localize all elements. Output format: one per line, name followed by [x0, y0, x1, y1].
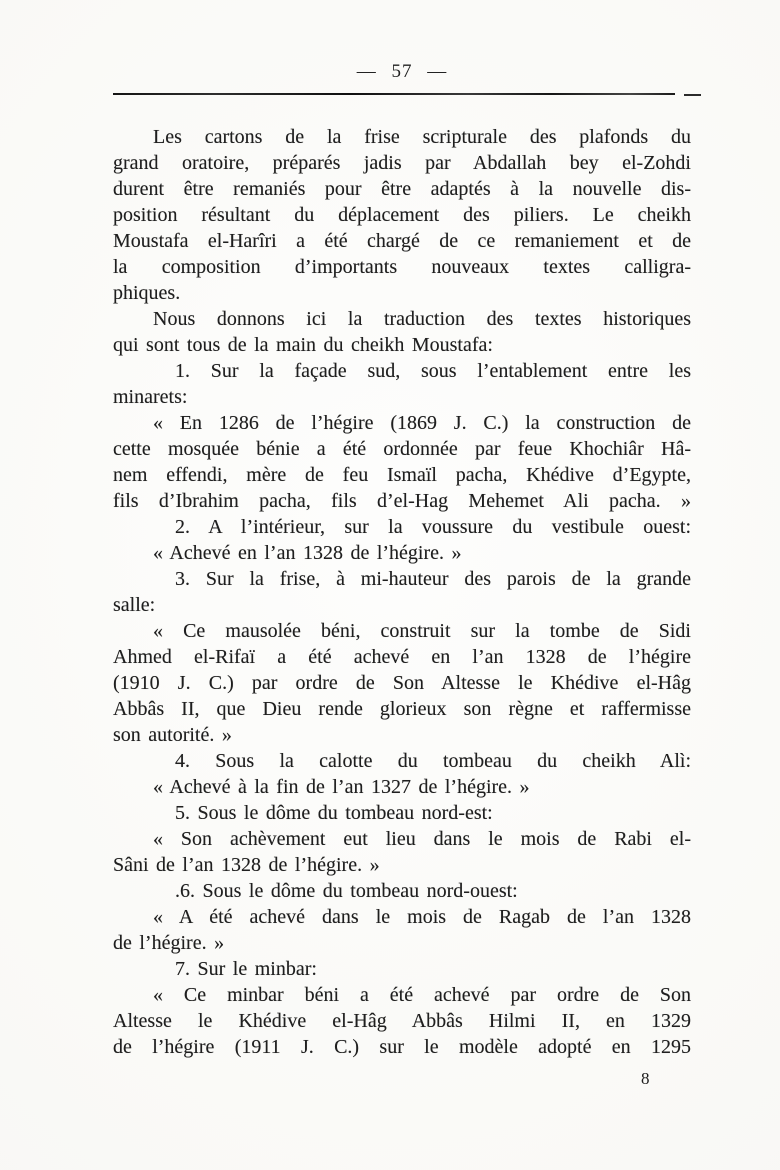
text-line: 2. A l’intérieur, sur la voussure du vestibule ouest: [175, 516, 691, 538]
text-line: qui sont tous de la main du cheikh Moustafa: [113, 334, 493, 356]
text-line: de l’hégire (1911 J. C.) sur le modèle adopté en 1295 [113, 1036, 691, 1058]
text-line: Moustafa el-Harîri a été chargé de ce remaniement et de [113, 230, 691, 252]
text-line: .6. Sous le dôme du tombeau nord-ouest: [175, 880, 518, 902]
text-line: grand oratoire, préparés jadis par Abdallah bey el-Zohdi [113, 152, 691, 174]
text-line: position résultant du déplacement des piliers. Le cheikh [113, 204, 691, 226]
text-line: « Achevé à la fin de l’an 1327 de l’hégire. » [153, 776, 530, 798]
text-line: salle: [113, 594, 156, 616]
page-body-text [113, 124, 691, 1060]
text-line: son autorité. » [113, 724, 232, 746]
text-line: cette mosquée bénie a été ordonnée par feue Khochiâr Hâ- [113, 438, 691, 460]
text-line: phiques. [113, 282, 181, 304]
text-line: Ahmed el-Rifaï a été achevé en l’an 1328 de l’hégire [113, 646, 691, 668]
page-number: — 57 — [356, 61, 448, 82]
text-line: 3. Sur la frise, à mi-hauteur des parois de la grande [175, 568, 691, 590]
text-line: « Achevé en l’an 1328 de l’hégire. » [153, 542, 462, 564]
text-line: 1. Sur la façade sud, sous l’entablement entre les [175, 360, 691, 382]
text-line: Nous donnons ici la traduction des textes historiques [153, 308, 691, 330]
divider-line [113, 93, 675, 95]
text-line: 7. Sur le minbar: [175, 958, 317, 980]
text-line: 4. Sous la calotte du tombeau du cheikh Alì: [175, 750, 691, 772]
divider-dash [684, 94, 701, 96]
text-line: 5. Sous le dôme du tombeau nord-est: [175, 802, 493, 824]
text-line: « Son achèvement eut lieu dans le mois de Rabi el- [153, 828, 691, 850]
text-line: (1910 J. C.) par ordre de Son Altesse le Khédive el-Hâg [113, 672, 691, 694]
text-line: Altesse le Khédive el-Hâg Abbâs Hilmi II, en 1329 [113, 1010, 691, 1032]
text-line: de l’hégire. » [113, 932, 225, 954]
text-line: « A été achevé dans le mois de Ragab de l’an 1328 [153, 906, 691, 928]
text-line: nem effendi, mère de feu Ismaïl pacha, Khédive d’Egypte, [113, 464, 691, 486]
text-line: « Ce mausolée béni, construit sur la tombe de Sidi [153, 620, 691, 642]
text-line: Sâni de l’an 1328 de l’hégire. » [113, 854, 380, 876]
text-line: « Ce minbar béni a été achevé par ordre de Son [153, 984, 691, 1006]
text-line: durent être remaniés pour être adaptés à la nouvelle dis- [113, 178, 691, 200]
text-line: la composition d’importants nouveaux textes calligra- [113, 256, 691, 278]
text-line: fils d’Ibrahim pacha, fils d’el-Hag Mehemet Ali pacha. » [113, 490, 691, 512]
text-line: Abbâs II, que Dieu rende glorieux son règne et raffermisse [113, 698, 691, 720]
text-line: minarets: [113, 386, 188, 408]
header-divider-rule [113, 92, 705, 96]
text-line: « En 1286 de l’hégire (1869 J. C.) la construction de [153, 412, 691, 434]
signature-mark: 8 [641, 1069, 650, 1088]
text-line: Les cartons de la frise scripturale des plafonds du [153, 126, 691, 148]
